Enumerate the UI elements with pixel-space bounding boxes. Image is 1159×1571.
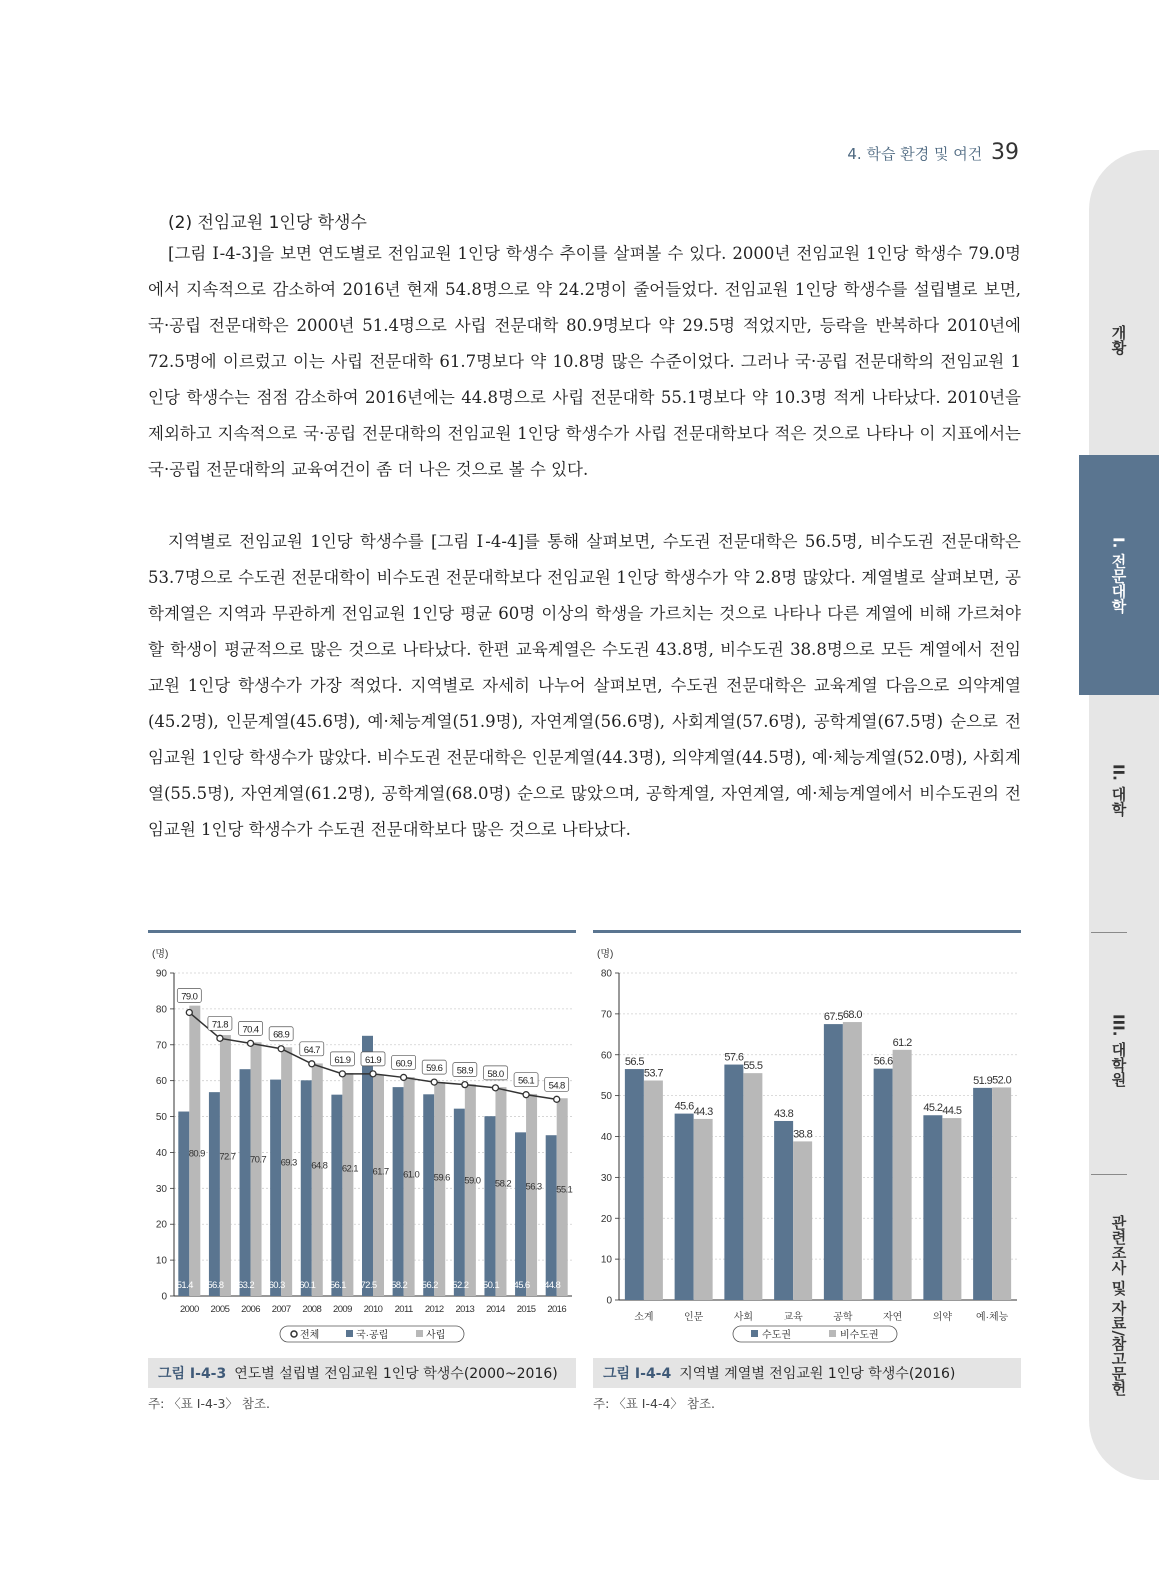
x-tick-label: 예·체능 bbox=[975, 1312, 1009, 1323]
chart-regional-note: 주: 〈표 Ⅰ-4-4〉 참조. bbox=[593, 1396, 716, 1411]
bar-private bbox=[434, 1082, 445, 1296]
legend-swatch-private bbox=[416, 1330, 423, 1337]
bar-national bbox=[178, 1112, 189, 1296]
side-tab-junior-college[interactable]: I. 전문대학 bbox=[1079, 455, 1159, 695]
x-tick-label: 2000 bbox=[179, 1304, 199, 1315]
data-label-total: 58.9 bbox=[456, 1065, 473, 1077]
page-number: 39 bbox=[991, 140, 1019, 165]
side-tab-divider bbox=[1091, 1174, 1127, 1175]
data-label-private: 64.8 bbox=[311, 1160, 328, 1172]
y-tick-label: 50 bbox=[155, 1112, 167, 1124]
bar-national bbox=[454, 1109, 465, 1296]
x-tick-label: 2006 bbox=[241, 1304, 260, 1315]
data-label-nonmetro: 55.5 bbox=[743, 1060, 763, 1073]
data-label-nonmetro: 38.8 bbox=[793, 1128, 813, 1141]
data-label-national: 44.8 bbox=[544, 1280, 561, 1291]
header-section: 4. 학습 환경 및 여건 bbox=[847, 145, 983, 163]
y-tick-label: 70 bbox=[155, 1040, 167, 1052]
data-label-total: 59.6 bbox=[426, 1063, 443, 1075]
bar-nonmetro bbox=[743, 1073, 762, 1300]
y-tick-label: 0 bbox=[161, 1291, 167, 1303]
bar-metro bbox=[874, 1069, 893, 1300]
data-label-private: 61.7 bbox=[372, 1166, 389, 1178]
y-tick-label: 80 bbox=[155, 1004, 167, 1016]
line-point-total bbox=[309, 1061, 315, 1067]
bar-national bbox=[331, 1095, 342, 1296]
data-label-national: 52.2 bbox=[452, 1280, 469, 1291]
bar-nonmetro bbox=[644, 1081, 663, 1300]
data-label-nonmetro: 44.3 bbox=[693, 1105, 713, 1118]
data-label-national: 56.2 bbox=[421, 1280, 438, 1291]
x-tick-label: 2010 bbox=[363, 1304, 383, 1315]
data-label-national: 56.8 bbox=[207, 1280, 224, 1291]
data-label-nonmetro: 68.0 bbox=[842, 1009, 862, 1022]
bar-national bbox=[546, 1135, 557, 1296]
section-title: (2) 전임교원 1인당 학생수 bbox=[168, 213, 367, 233]
x-tick-label: 2005 bbox=[210, 1304, 230, 1315]
x-tick-label: 2013 bbox=[455, 1304, 475, 1315]
y-tick-label: 80 bbox=[600, 968, 612, 980]
chart-yearly bbox=[148, 930, 576, 1357]
data-label-total: 58.0 bbox=[487, 1068, 504, 1080]
data-label-total: 70.4 bbox=[242, 1024, 259, 1036]
x-tick-label: 공학 bbox=[833, 1312, 853, 1323]
bar-private bbox=[281, 1047, 292, 1296]
data-label-total: 54.8 bbox=[548, 1080, 565, 1092]
x-tick-label: 2009 bbox=[333, 1304, 352, 1315]
bar-metro bbox=[973, 1088, 992, 1300]
y-axis-unit: (명) bbox=[597, 949, 614, 960]
y-tick-label: 50 bbox=[600, 1091, 612, 1103]
x-tick-label: 2012 bbox=[424, 1304, 444, 1315]
bar-private bbox=[526, 1094, 537, 1296]
legend-swatch-metro bbox=[751, 1330, 758, 1337]
y-tick-label: 20 bbox=[155, 1219, 167, 1231]
side-tabs bbox=[1089, 150, 1159, 1480]
data-label-metro: 43.8 bbox=[774, 1107, 794, 1120]
data-label-metro: 56.6 bbox=[873, 1055, 893, 1068]
data-label-total: 61.9 bbox=[364, 1054, 382, 1066]
data-label-national: 72.5 bbox=[360, 1280, 377, 1291]
chart-regional-svg bbox=[593, 933, 1021, 1353]
bar-national bbox=[484, 1116, 495, 1296]
legend-label-metro: 수도권 bbox=[762, 1330, 791, 1341]
y-tick-label: 60 bbox=[600, 1050, 612, 1062]
bar-metro bbox=[824, 1024, 843, 1300]
data-label-national: 56.1 bbox=[329, 1280, 346, 1291]
data-label-national: 50.1 bbox=[482, 1280, 500, 1291]
paragraph-1: [그림 Ⅰ-4-3]을 보면 연도별로 전임교원 1인당 학생수 추이를 살펴볼 수 있다. 2000년 전임교원 1인당 학생수 79.0명에서 지속적으로 감소하여 2016년 현재 54.8명으로 약 24.2명이 줄어들었다. 전임교원 1인당 학생수를 설립별로 보면, 국·공립 전문대학은 2000년 51.4명으로 사립 전문대학 80.9명보다 약 29.5명 적었지만, 등락을 반복하다 2010년에 72.5명에 이르렀고 이는 사립 전문대학 61.7명보다 약 10.8명 많은 수준이었다. 그러나 국·공립 전문대학의 전임교원 1인당 학생수는 점점 감소하여 2016년에는 44.8명으로 사립 전문대학 55.1명보다 약 10.3명 적게 나타났다. 2010년을 제외하고 지속적으로 국·공립 전문대학의 전임교원 1인당 학생수가 사립 전문대학보다 적은 것으로 나타나 이 지표에서는 국·공립 전문대학의 교육여건이 좀 더 나은 것으로 볼 수 있다. bbox=[148, 244, 1021, 479]
x-tick-label: 2015 bbox=[516, 1304, 536, 1315]
bar-national bbox=[393, 1087, 404, 1296]
bar-private bbox=[220, 1035, 231, 1296]
line-point-total bbox=[339, 1071, 345, 1077]
data-label-national: 60.1 bbox=[299, 1280, 316, 1291]
bar-private bbox=[465, 1084, 476, 1296]
figure-label: 그림 Ⅰ-4-4 bbox=[603, 1366, 672, 1382]
data-label-metro: 51.9 bbox=[973, 1074, 993, 1087]
x-tick-label: 2008 bbox=[302, 1304, 322, 1315]
x-tick-label: 교육 bbox=[783, 1312, 803, 1323]
data-label-private: 62.1 bbox=[341, 1163, 358, 1175]
data-label-total: 79.0 bbox=[181, 991, 198, 1003]
figure-title: 연도별 설립별 전임교원 1인당 학생수(2000~2016) bbox=[234, 1366, 558, 1382]
y-tick-label: 40 bbox=[600, 1132, 612, 1143]
bar-private bbox=[404, 1077, 415, 1296]
data-label-metro: 45.2 bbox=[923, 1102, 943, 1115]
side-tab-references[interactable]: 관련조사 및 자료/참고문헌 bbox=[1109, 1214, 1128, 1396]
bar-private bbox=[557, 1098, 568, 1296]
line-point-total bbox=[401, 1074, 407, 1080]
bar-national bbox=[515, 1132, 526, 1296]
bar-nonmetro bbox=[992, 1087, 1011, 1300]
data-label-total: 60.9 bbox=[395, 1058, 412, 1070]
legend-label-nonmetro: 비수도권 bbox=[840, 1330, 879, 1341]
line-point-total bbox=[278, 1046, 284, 1052]
bar-private bbox=[342, 1073, 353, 1296]
x-tick-label: 인문 bbox=[683, 1312, 704, 1323]
side-tab-graduate[interactable]: III. 대학원 bbox=[1109, 1013, 1128, 1087]
bar-metro bbox=[724, 1065, 743, 1300]
legend-label-private: 사립 bbox=[426, 1330, 446, 1341]
figure-title: 지역별 계열별 전임교원 1인당 학생수(2016) bbox=[679, 1366, 956, 1382]
bar-nonmetro bbox=[942, 1118, 961, 1300]
bar-private bbox=[373, 1075, 384, 1296]
side-tab-university[interactable]: II. 대학 bbox=[1109, 763, 1128, 817]
bar-metro bbox=[774, 1121, 793, 1300]
line-point-total bbox=[370, 1071, 376, 1077]
bar-nonmetro bbox=[793, 1141, 812, 1300]
line-point-total bbox=[554, 1096, 560, 1102]
data-label-private: 59.0 bbox=[464, 1175, 481, 1187]
chart-yearly-note: 주: 〈표 Ⅰ-4-3〉 참조. bbox=[148, 1396, 271, 1411]
data-label-metro: 56.5 bbox=[624, 1056, 644, 1069]
data-label-private: 56.3 bbox=[525, 1181, 542, 1193]
x-tick-label: 사회 bbox=[733, 1312, 754, 1323]
data-label-national: 58.2 bbox=[391, 1280, 408, 1291]
y-tick-label: 30 bbox=[155, 1183, 167, 1195]
line-point-total bbox=[462, 1082, 468, 1088]
bar-nonmetro bbox=[694, 1119, 713, 1300]
data-label-nonmetro: 52.0 bbox=[992, 1074, 1012, 1087]
line-point-total bbox=[431, 1079, 437, 1085]
data-label-private: 55.1 bbox=[556, 1184, 573, 1196]
chart-yearly-caption bbox=[148, 1358, 576, 1388]
data-label-nonmetro: 44.5 bbox=[942, 1105, 962, 1118]
line-point-total bbox=[186, 1009, 192, 1015]
legend-label-national: 국·공립 bbox=[356, 1330, 389, 1341]
data-label-private: 80.9 bbox=[188, 1148, 205, 1160]
x-tick-label: 2014 bbox=[486, 1304, 505, 1315]
y-tick-label: 70 bbox=[600, 1009, 612, 1021]
x-tick-label: 2011 bbox=[394, 1304, 413, 1315]
x-tick-label: 2007 bbox=[271, 1304, 291, 1315]
chart-regional-caption bbox=[593, 1358, 1021, 1388]
data-label-private: 61.0 bbox=[403, 1169, 420, 1181]
y-tick-label: 40 bbox=[155, 1147, 167, 1159]
x-tick-label: 의약 bbox=[932, 1312, 953, 1323]
y-tick-label: 20 bbox=[600, 1213, 612, 1225]
line-point-total bbox=[523, 1092, 529, 1098]
y-tick-label: 10 bbox=[600, 1254, 612, 1266]
data-label-total: 64.7 bbox=[303, 1044, 320, 1056]
legend-swatch-nonmetro bbox=[829, 1330, 836, 1337]
bar-metro bbox=[625, 1069, 644, 1300]
data-label-private: 72.7 bbox=[219, 1151, 236, 1163]
bar-national bbox=[209, 1092, 220, 1296]
data-label-private: 58.2 bbox=[494, 1178, 512, 1190]
data-label-private: 59.6 bbox=[433, 1172, 450, 1184]
legend-label-total: 전체 bbox=[300, 1330, 320, 1341]
data-label-total: 71.8 bbox=[211, 1019, 228, 1031]
side-tab-divider bbox=[1091, 932, 1127, 933]
line-point-total bbox=[492, 1085, 498, 1091]
bar-private bbox=[495, 1087, 506, 1296]
y-tick-label: 90 bbox=[155, 968, 167, 980]
figure-label: 그림 Ⅰ-4-3 bbox=[158, 1366, 227, 1382]
bar-national bbox=[240, 1069, 251, 1296]
data-label-national: 60.3 bbox=[268, 1280, 285, 1291]
chart-regional bbox=[593, 930, 1021, 1357]
x-tick-label: 2016 bbox=[547, 1304, 567, 1315]
x-tick-label: 소계 bbox=[634, 1312, 654, 1323]
x-tick-label: 자연 bbox=[882, 1312, 903, 1323]
y-tick-label: 0 bbox=[606, 1295, 612, 1307]
bar-nonmetro bbox=[893, 1050, 912, 1300]
y-axis-unit: (명) bbox=[152, 949, 169, 960]
data-label-private: 70.7 bbox=[249, 1154, 267, 1166]
y-tick-label: 10 bbox=[155, 1255, 167, 1267]
side-tab-overview[interactable]: 개황 bbox=[1109, 325, 1128, 355]
data-label-nonmetro: 61.2 bbox=[892, 1036, 912, 1049]
bar-private bbox=[312, 1063, 323, 1296]
paragraph-2: 지역별로 전임교원 1인당 학생수를 [그림 Ⅰ-4-4]를 통해 살펴보면, 수도권 전문대학은 56.5명, 비수도권 전문대학은 53.7명으로 수도권 전문대학이 비수도권 전문대학보다 전임교원 1인당 학생수가 약 2.8명 많았다. 계열별로 살펴보면, 공학계열은 지역과 무관하게 전임교원 1인당 평균 60명 이상의 학생을 가르치는 것으로 나타나 다른 계열에 비해 가르쳐야 할 학생이 평균적으로 많은 것으로 나타났다. 한편 교육계열은 수도권 43.8명, 비수도권 38.8명으로 모든 계열에서 전임교원 1인당 학생수가 가장 적었다. 지역별로 자세히 나누어 살펴보면, 수도권 전문대학은 교육계열 다음으로 의약계열(45.2명), 인문계열(45.6명), 예·체능계열(51.9명), 자연계열(56.6명), 사회계열(57.6명), 공학계열(67.5명) 순으로 전임교원 1인당 학생수가 많았다. 비수도권 전문대학은 인문계열(44.3명), 의약계열(44.5명), 예·체능계열(52.0명), 사회계열(55.5명), 자연계열(61.2명), 공학계열(68.0명) 순으로 많았으며, 공학계열, 자연계열, 예·체능계열에서 비수도권의 전임교원 1인당 학생수가 수도권 전문대학보다 많은 것으로 나타났다. bbox=[148, 532, 1021, 839]
legend-marker-total bbox=[291, 1331, 297, 1337]
data-label-national: 63.2 bbox=[237, 1280, 255, 1291]
data-label-nonmetro: 53.7 bbox=[643, 1067, 663, 1080]
bar-national bbox=[270, 1080, 281, 1296]
data-label-total: 68.9 bbox=[273, 1029, 290, 1041]
bar-metro bbox=[923, 1115, 942, 1300]
chart-yearly-svg bbox=[148, 933, 576, 1353]
bar-nonmetro bbox=[843, 1022, 862, 1300]
data-label-private: 69.3 bbox=[280, 1157, 297, 1169]
line-point-total bbox=[217, 1035, 223, 1041]
bar-national bbox=[301, 1080, 312, 1296]
data-label-national: 51.4 bbox=[176, 1280, 193, 1291]
data-label-total: 56.1 bbox=[518, 1075, 535, 1087]
data-label-metro: 57.6 bbox=[724, 1051, 744, 1064]
bar-private bbox=[251, 1042, 262, 1296]
y-tick-label: 60 bbox=[155, 1076, 167, 1088]
data-label-total: 61.9 bbox=[334, 1054, 351, 1066]
data-label-metro: 67.5 bbox=[823, 1011, 843, 1024]
data-label-metro: 45.6 bbox=[674, 1100, 694, 1113]
bar-national bbox=[423, 1094, 434, 1296]
y-tick-label: 30 bbox=[600, 1172, 612, 1184]
running-header bbox=[847, 140, 1019, 165]
data-label-national: 45.6 bbox=[513, 1280, 530, 1291]
bar-metro bbox=[675, 1114, 694, 1300]
line-point-total bbox=[248, 1040, 254, 1046]
legend-swatch-national bbox=[346, 1330, 353, 1337]
